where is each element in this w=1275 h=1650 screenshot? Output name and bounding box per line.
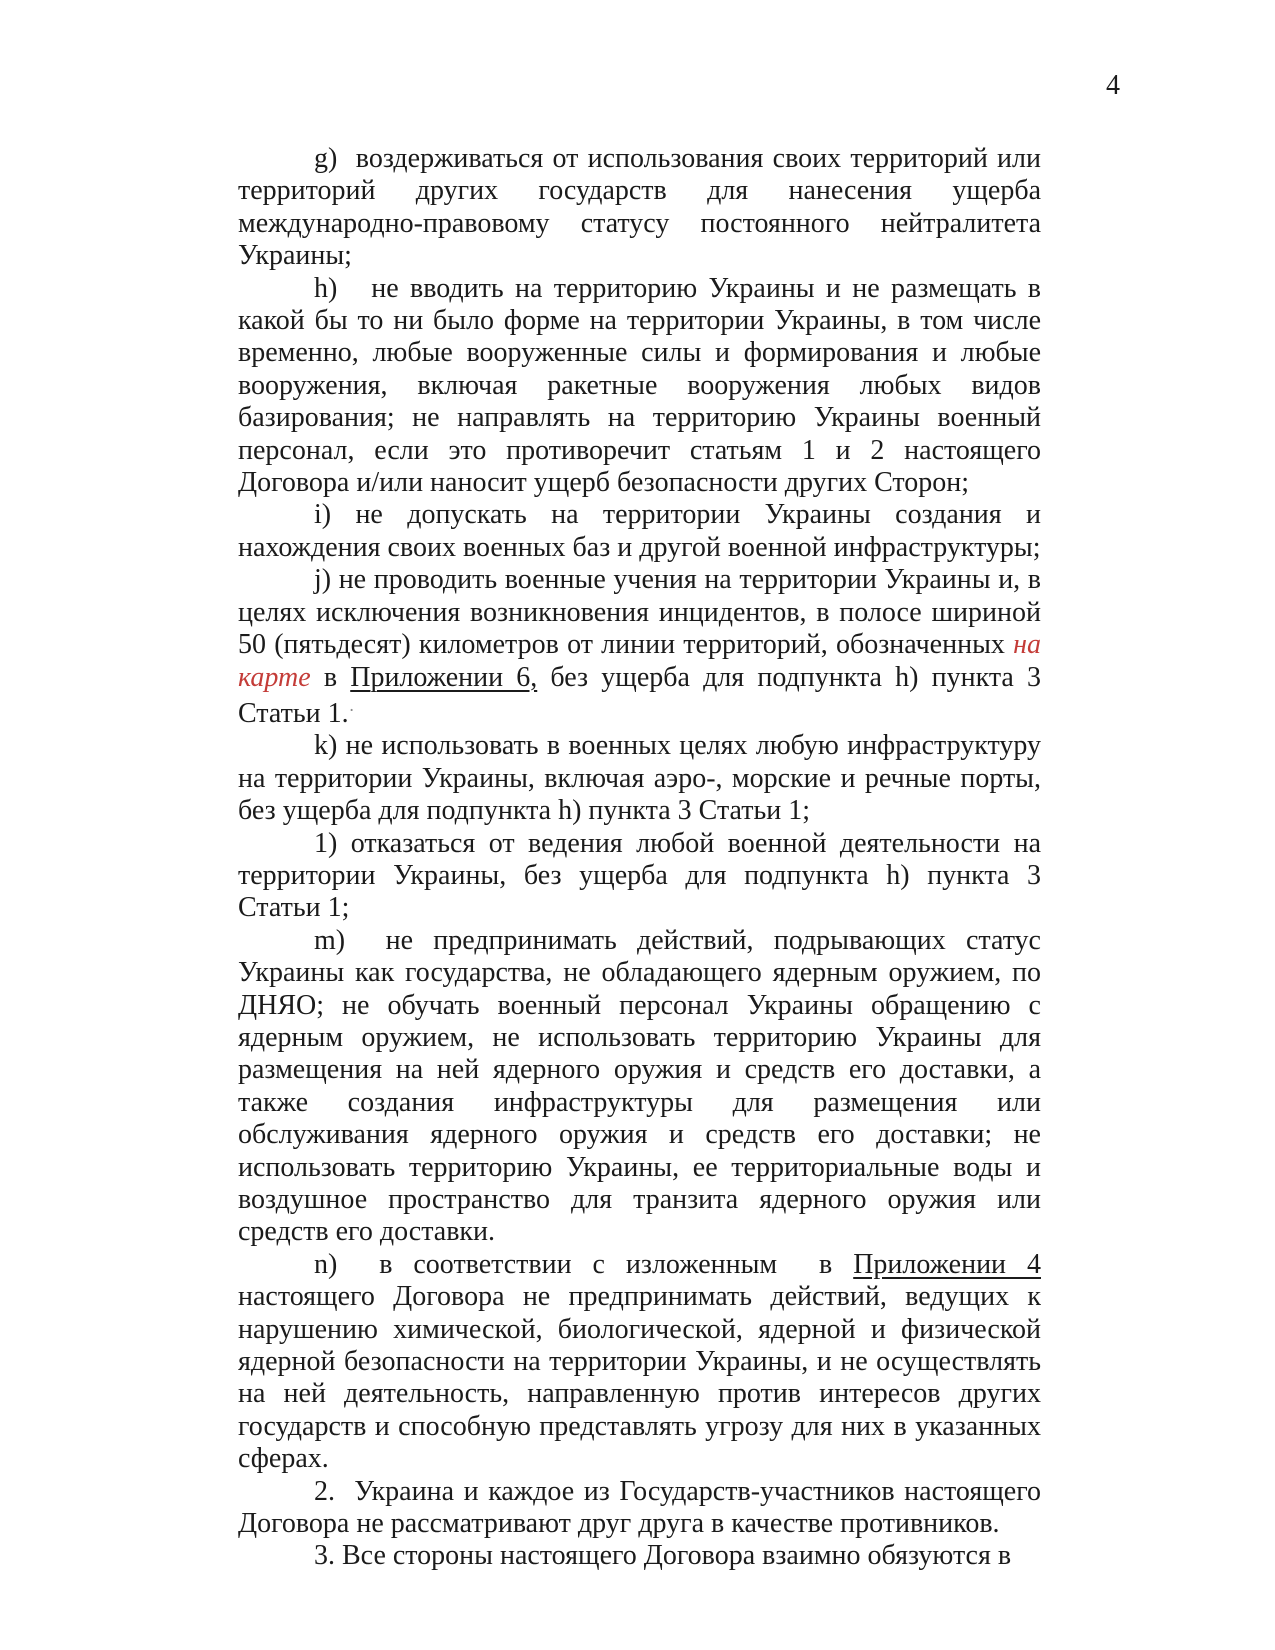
paragraph-subpoint-m (238, 924, 1048, 1249)
paragraph-text: 1) отказаться от ведения любой военной деятельности на территории Украины, без ущерба для подпункта h) пункта 3 Статьи 1; (238, 827, 1048, 924)
paragraph-text: без ущерба для подпункта h) пункта 3 Статьи 1. (238, 661, 1048, 729)
paragraph-point-2 (238, 1475, 1048, 1541)
paragraph-text: 2. Украина и каждое из Государств-участников настоящего Договора не рассматривают друг друга в качестве противников. (238, 1475, 1048, 1540)
document-body (238, 143, 1048, 1573)
annex-4-reference: Приложении 4 (853, 1248, 1041, 1280)
paragraph-text: k) не использовать в военных целях любую инфраструктуру на территории Украины, включая аэро-, морские и речные порты, без ущерба для подпункта h) пункта 3 Статьи 1; (238, 730, 1048, 827)
paragraph-subpoint-g (238, 143, 1048, 273)
paragraph-text: в (310, 661, 351, 693)
paragraph-text: h) не вводить на территорию Украины и не размещать в какой бы то ни было форме на территории Украины, в том числе временно, любые вооруженные силы и формирования и любые вооружения, включая ракетные вооружения любых видов базирования; не направлять на территорию Украины военный персонал, если это противоречит статьям 1 и 2 настоящего Договора и/или наносит ущерб безопасности других Сторон; (238, 272, 1048, 499)
stray-dot-mark: · (348, 699, 355, 720)
paragraph-subpoint-n (238, 1248, 1048, 1476)
paragraph-subpoint-k (238, 730, 1048, 827)
paragraph-text: i) не допускать на территории Украины создания и нахождения своих военных баз и другой военной инфраструктуры; (238, 499, 1048, 563)
paragraph-text: j) не проводить военные учения на территории Украины и, в целях исключения возникновения инцидентов, в полосе шириной 50 (пятьдесят) километров от линии территорий, обозначенных (238, 564, 1048, 661)
paragraph-subpoint-l (238, 827, 1048, 925)
map-reference-red-text: на карте (238, 629, 1048, 693)
annex-6-reference: Приложении 6, (350, 661, 538, 693)
paragraph-text: настоящего Договора не предпринимать действий, ведущих к нарушению химической, биологической, ядерной и физической ядерной безопасности на территории Украины, и не осуществлять на ней деятельность, направленную против интересов других государств и способную представлять угрозу для них в указанных сферах. (238, 1248, 1048, 1475)
paragraph-text: g) воздерживаться от использования своих территорий или территорий других государств для нанесения ущерба международно-правовому статусу постоянного нейтралитета Украины; (238, 143, 1048, 272)
paragraph-subpoint-j (238, 564, 1048, 730)
paragraph-text: m) не предпринимать действий, подрывающих статус Украины как государства, не обладающего ядерным оружием, по ДНЯО; не обучать военный персонал Украины обращению с ядерным оружием, не использовать территорию Украины для размещения на ней ядерного оружия и средств его доставки, а также создания инфраструктуры для размещения или обслуживания ядерного оружия и средств его доставки; не использовать территорию Украины, ее территориальные воды и воздушное пространство для транзита ядерного оружия или средств его доставки. (238, 924, 1048, 1248)
paragraph-point-3 (238, 1540, 1041, 1572)
paragraph-subpoint-i (238, 499, 1048, 564)
page-number: 4 (1106, 70, 1120, 101)
paragraph-subpoint-h (238, 272, 1048, 500)
paragraph-text: n) в соответствии с изложенным в (314, 1248, 854, 1280)
paragraph-text: 3. Все стороны настоящего Договора взаимно обязуются в (314, 1540, 1012, 1572)
